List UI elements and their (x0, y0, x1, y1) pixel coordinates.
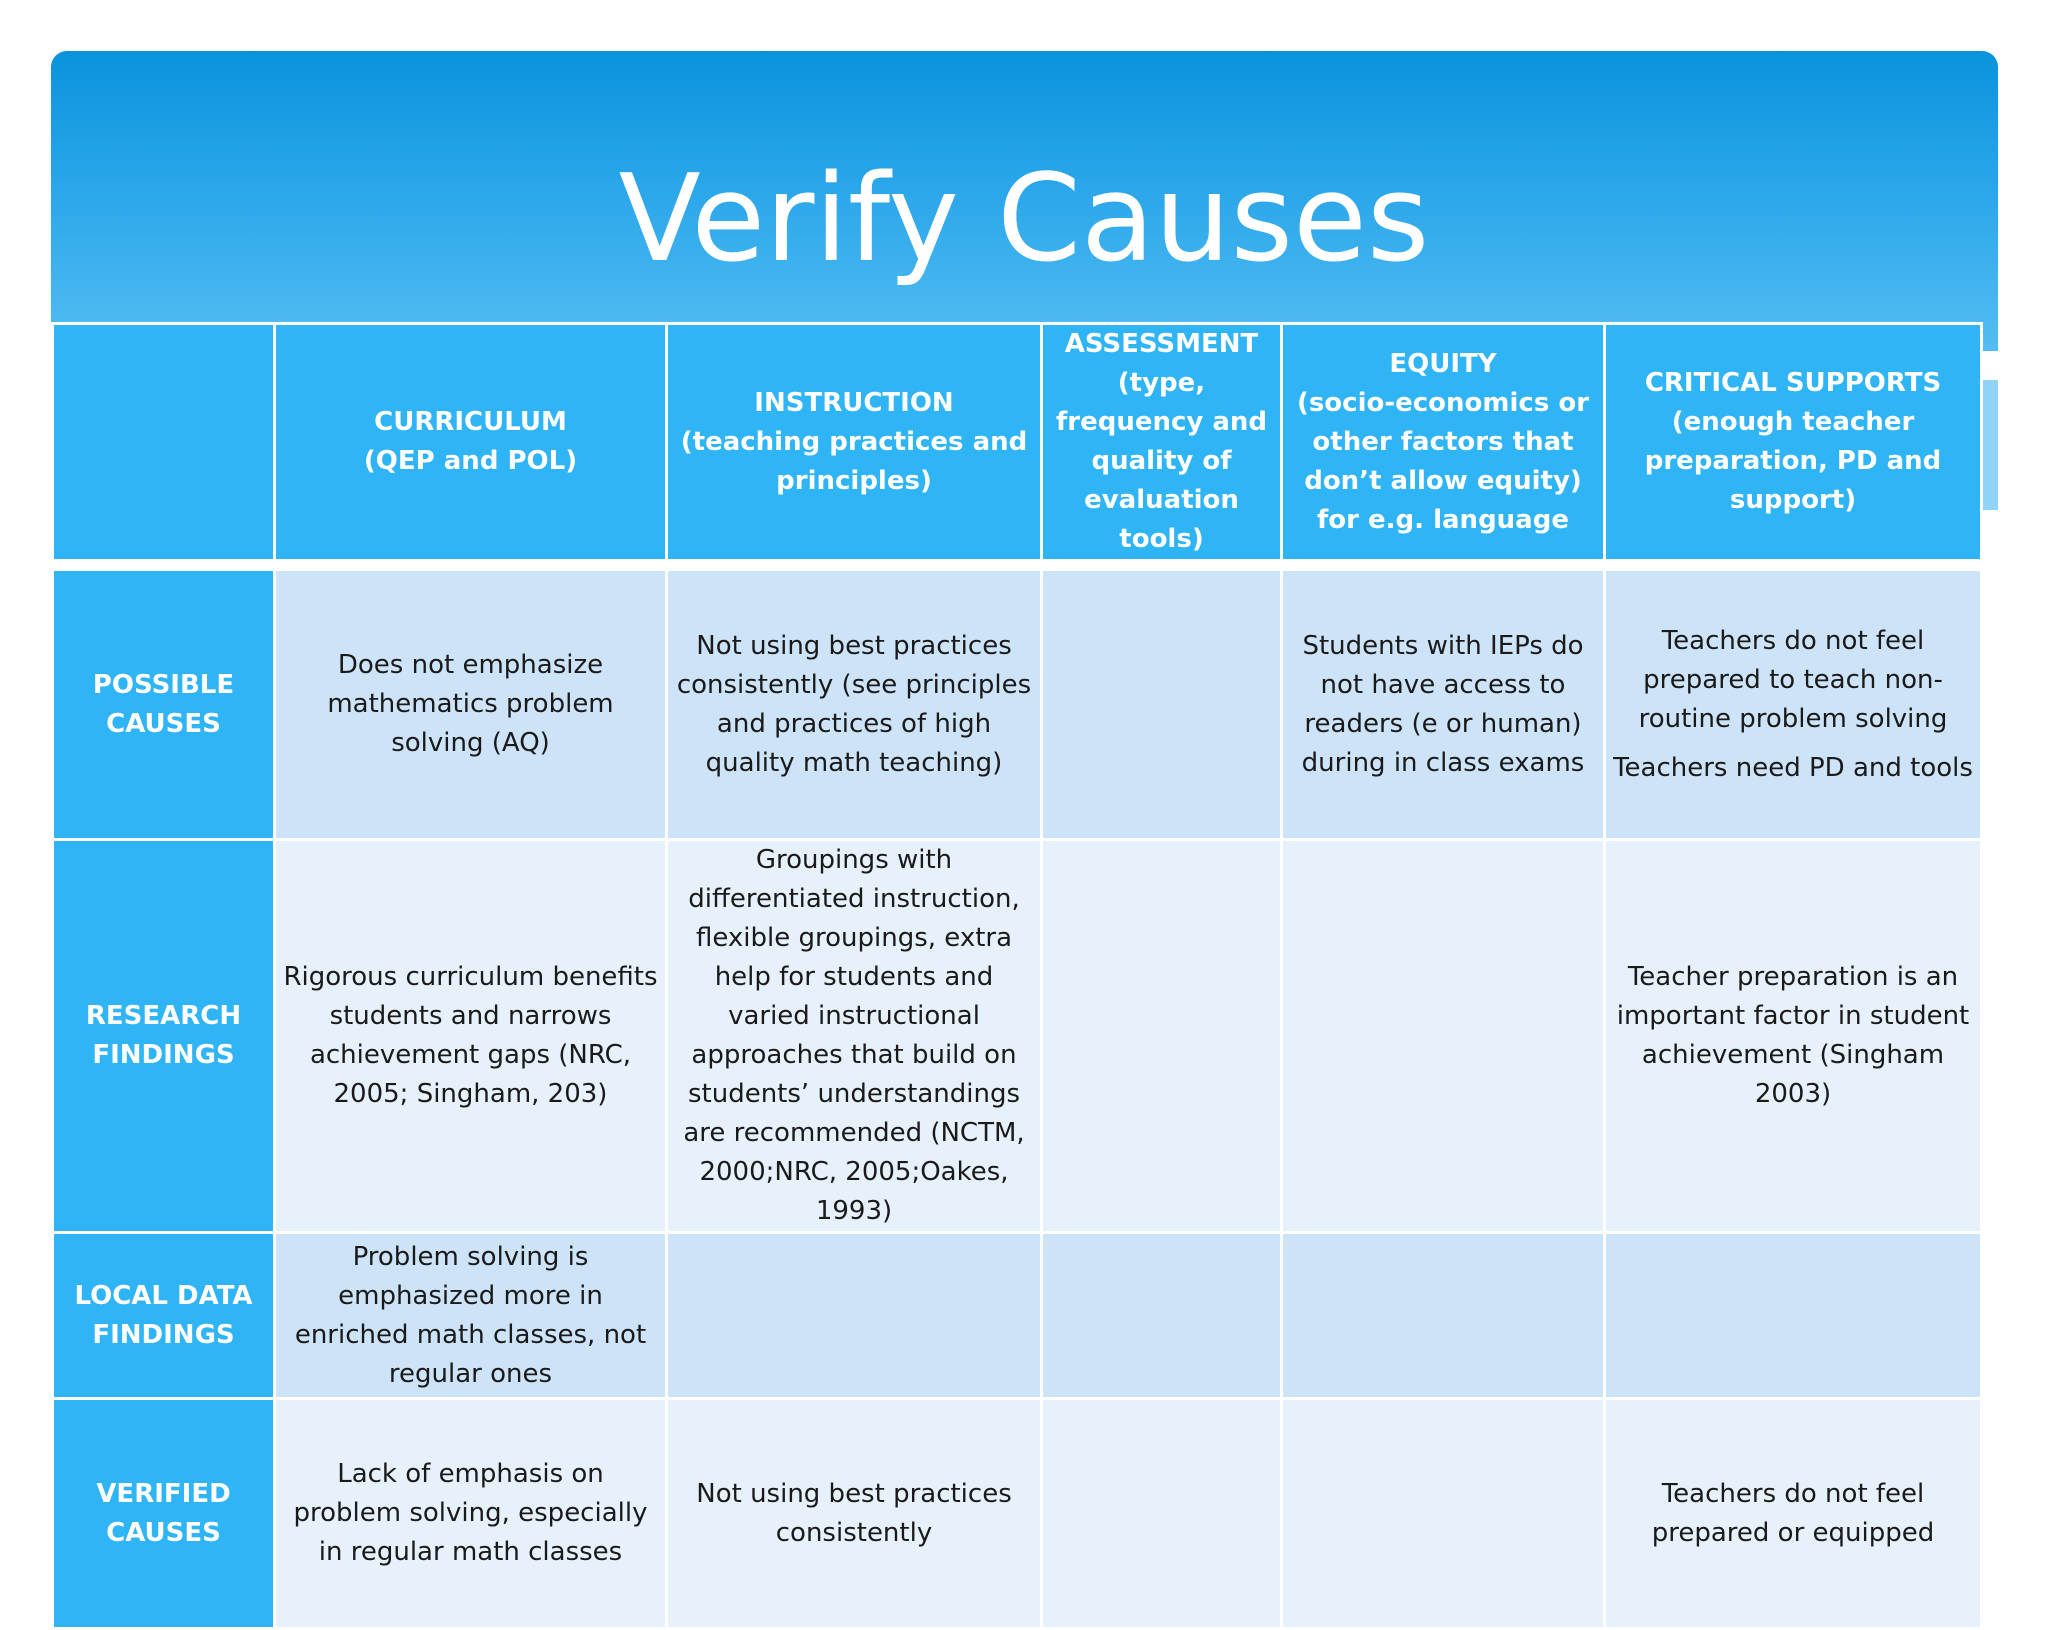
col-header-title: INSTRUCTION (754, 387, 954, 418)
col-header-assessment (1042, 324, 1282, 561)
table-cell (1042, 840, 1282, 1233)
table-cell (1042, 1399, 1282, 1629)
table-cell: Lack of emphasis on problem solving, especially in regular math classes (275, 1399, 667, 1629)
table-cell: Teachers do not feel prepared or equipped (1605, 1399, 1982, 1629)
table-cell: Problem solving is emphasized more in enriched math classes, not regular ones (275, 1233, 667, 1399)
cell-text: Teachers do not feel prepared to teach non-routine problem solving (1638, 625, 1948, 734)
cell-text-extra: Teachers need PD and tools (1613, 752, 1973, 783)
row-label: LOCAL DATA FINDINGS (53, 1233, 275, 1399)
table-cell: Does not emphasize mathematics problem solving (AQ) (275, 570, 667, 840)
table-cell (1282, 840, 1605, 1233)
row-research-findings (53, 840, 1982, 1233)
col-header-curriculum (275, 324, 667, 561)
row-label: POSSIBLE CAUSES (53, 570, 275, 840)
row-possible-causes (53, 570, 1982, 840)
col-header-equity (1282, 324, 1605, 561)
col-header-title: CRITICAL SUPPORTS (1644, 368, 1942, 398)
table-cell: Groupings with differentiated instruction, flexible groupings, extra help for students and varied instructional approaches that build on students’ understandings are recommended (NCTM, 2000;NRC, 2005;Oakes, 1993) (667, 840, 1042, 1233)
row-verified-causes (53, 1399, 1982, 1629)
table-cell: Not using best practices consistently (667, 1399, 1042, 1629)
col-header-subtitle: (enough teacher preparation, PD and support) (1644, 407, 1942, 515)
col-header-title: ASSESSMENT (1064, 329, 1259, 359)
col-header-subtitle: (QEP and POL) (363, 446, 578, 476)
causes-table (51, 322, 1983, 1630)
table-cell (1605, 1233, 1982, 1399)
col-header-subtitle: (type, frequency and quality of evaluation tools) (1055, 368, 1268, 554)
table-cell: Not using best practices consistently (see principles and practices of high quality math teaching) (667, 570, 1042, 840)
col-header-title: CURRICULUM (374, 407, 567, 437)
col-header-title: EQUITY (1389, 348, 1497, 379)
table-cell: Rigorous curriculum benefits students and narrows achievement gaps (NRC, 2005; Singham, 203) (275, 840, 667, 1233)
page-title: Verify Causes (618, 150, 1430, 289)
table-cell (667, 1233, 1042, 1399)
header-corner-cell (53, 324, 275, 561)
table-cell (1605, 570, 1982, 840)
table-cell (1282, 1399, 1605, 1629)
col-header-critical-supports (1605, 324, 1982, 561)
col-header-subtitle: (teaching practices and principles) (680, 426, 1028, 496)
col-header-subtitle: (socio-economics or other factors that don’t allow equity) for e.g. language (1296, 387, 1590, 535)
table-cell: Students with IEPs do not have access to readers (e or human) during in class exams (1282, 570, 1605, 840)
table-cell (1042, 570, 1282, 840)
col-header-instruction (667, 324, 1042, 561)
table-cell: Teacher preparation is an important factor in student achievement (Singham 2003) (1605, 840, 1982, 1233)
table-cell (1282, 1233, 1605, 1399)
header-row (53, 324, 1982, 561)
row-label: VERIFIED CAUSES (53, 1399, 275, 1629)
row-local-data-findings (53, 1233, 1982, 1399)
table-cell (1042, 1233, 1282, 1399)
row-label: RESEARCH FINDINGS (53, 840, 275, 1233)
